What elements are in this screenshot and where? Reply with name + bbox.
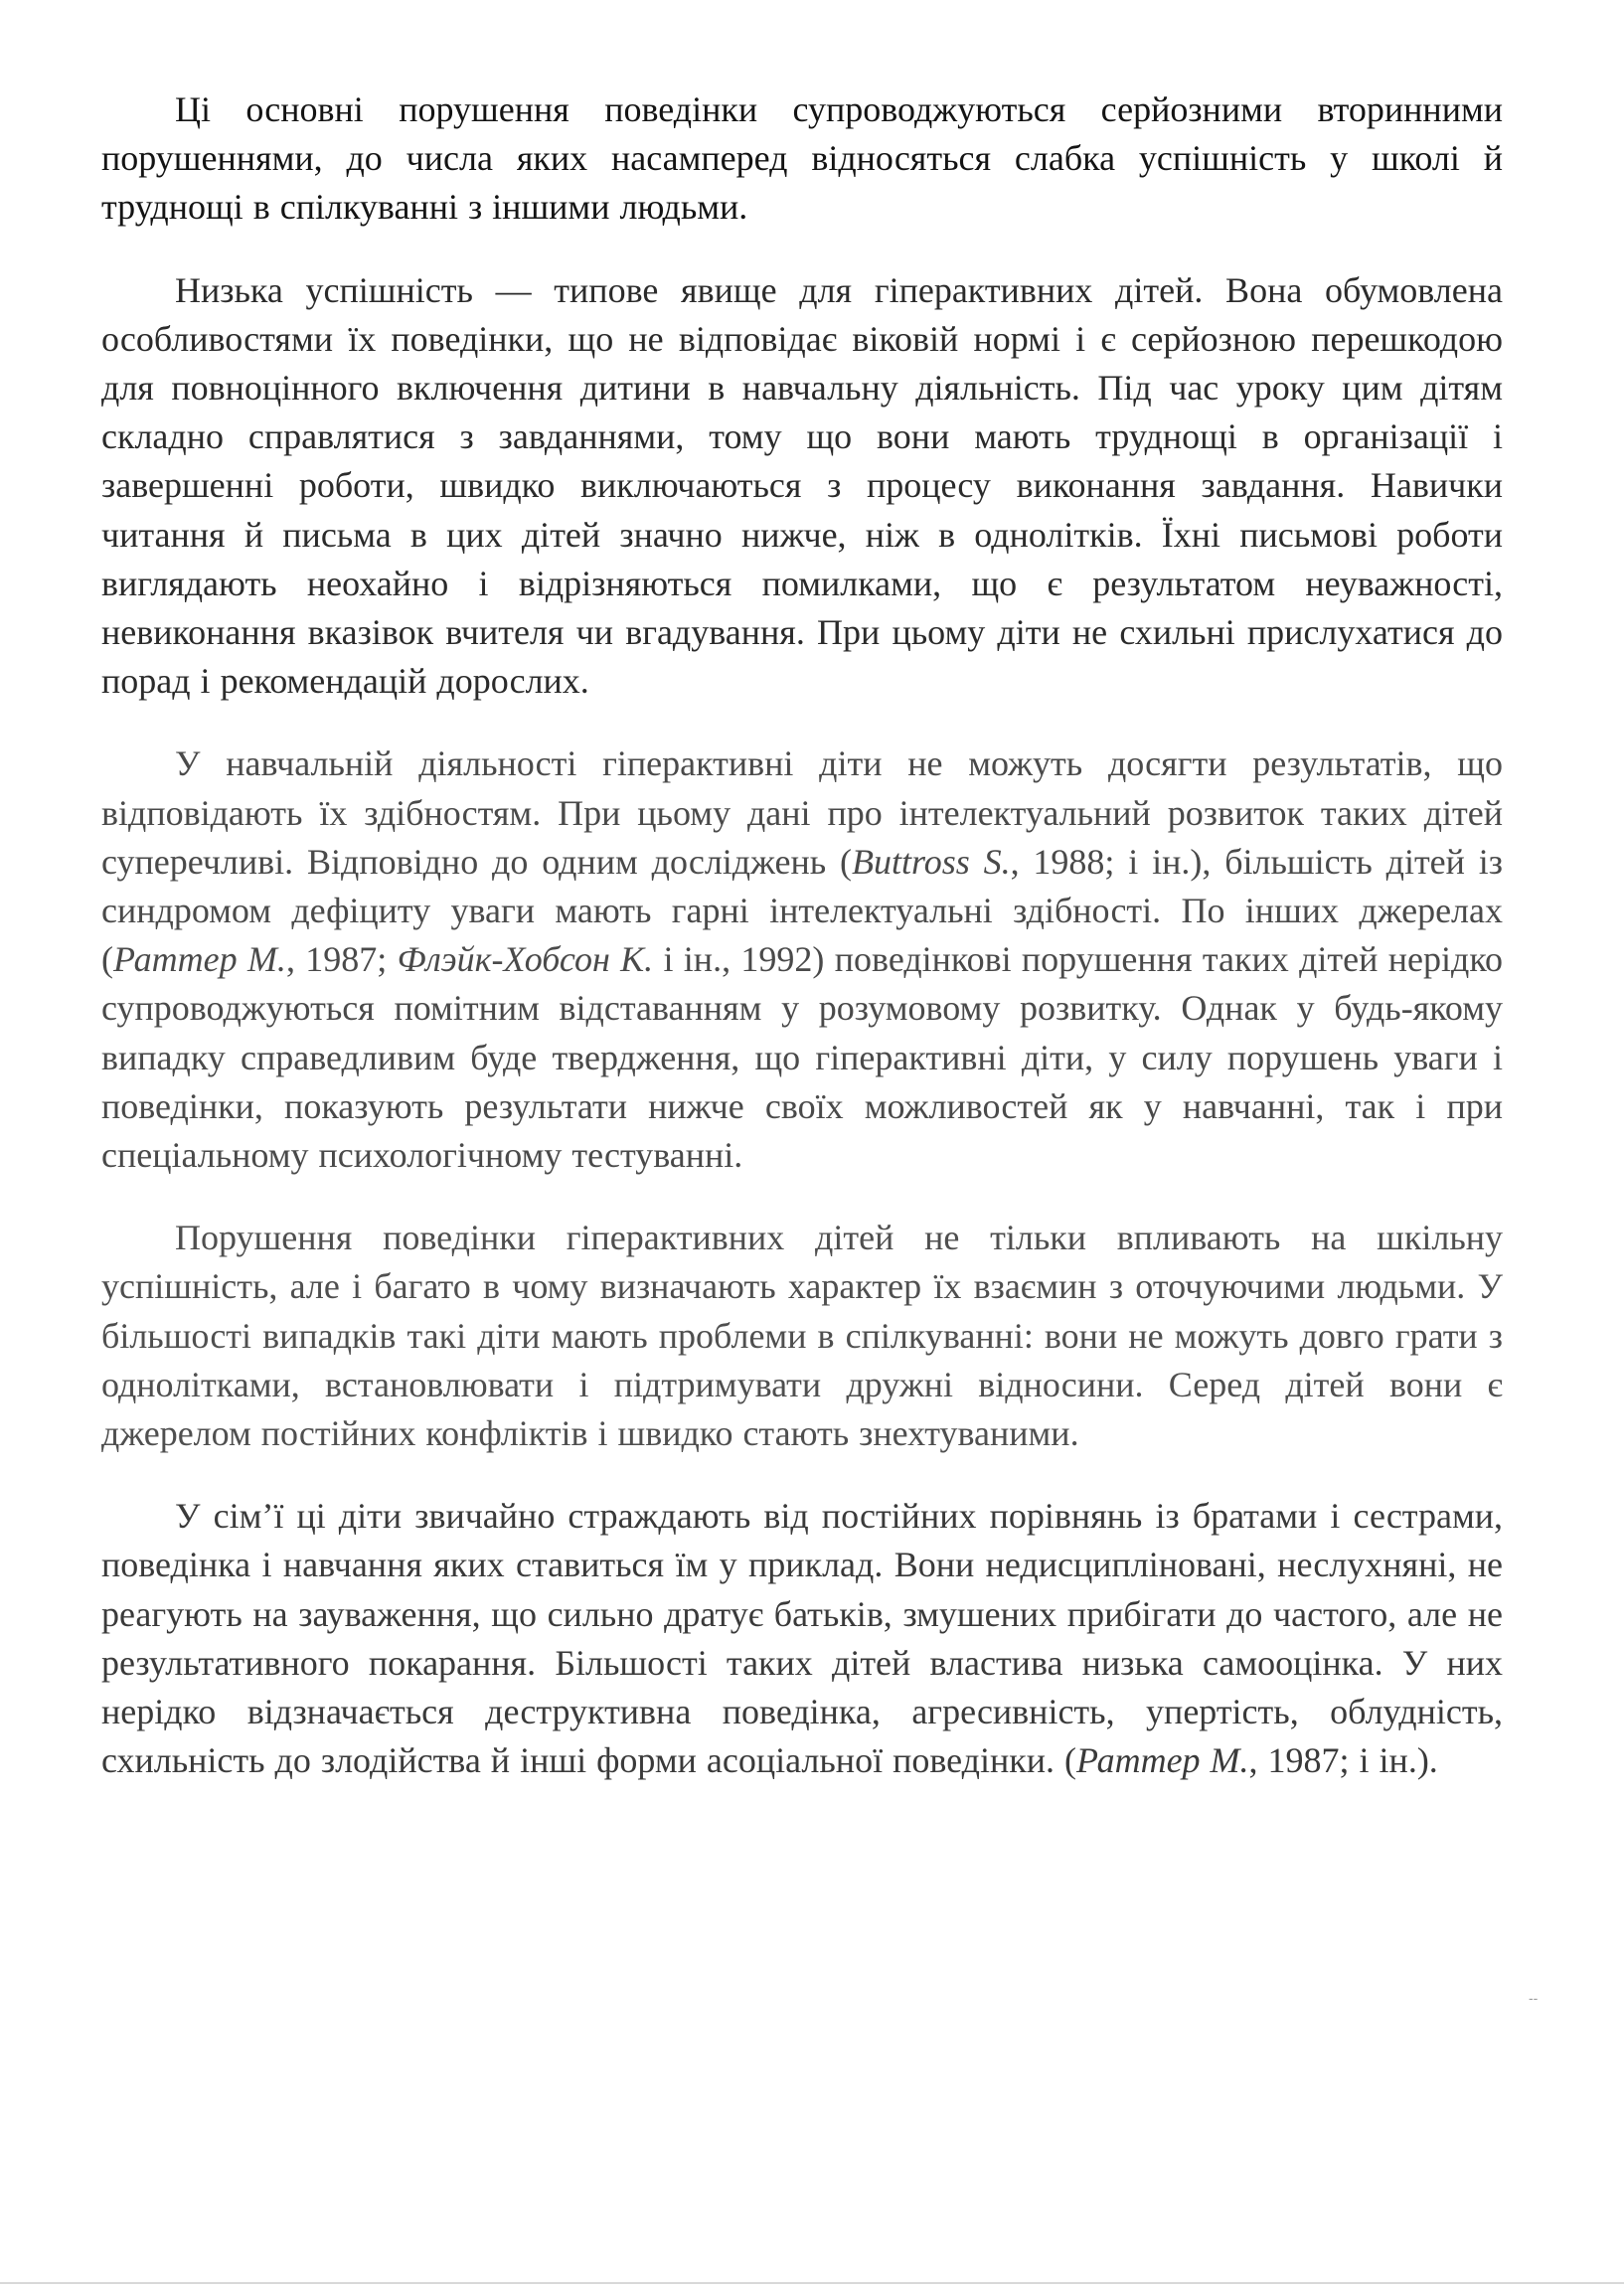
paragraph-learning-activity [101, 739, 1503, 1180]
citation-author: Раттер М. [1075, 1740, 1249, 1781]
citation-author: Раттер М. [113, 939, 286, 980]
paragraph-text-segment: У навчальній діяльності гіперактивні діти не можуть досягти результатів, що відповідають їх здібностям. При цьому дані про інтелектуальний розвиток таких дітей суперечливі. Відповідно до одним досліджень ( [101, 743, 1503, 882]
paragraph-text-segment: і ін., 1992) поведінкові порушення таких дітей нерідко супроводжуються помітним відставанням у розумовому розвитку. Однак у будь-якому випадку справедливим буде твердження, що гіперактивні діти, у силу порушень уваги і поведінки, показують результати нижче своїх можливостей як у навчанні, так і при спеціальному психологічному тестуванні. [101, 939, 1503, 1176]
scan-artifact-mark: -- [1529, 1990, 1539, 2006]
scan-edge-line [0, 2282, 1624, 2284]
paragraph-secondary-disorders: Ці основні порушення поведінки супроводжуються серйозними вторинними порушеннями, до числа яких насамперед відносяться слабка успішність у школі й труднощі в спілкуванні з іншими людьми. [101, 89, 1503, 228]
document-body [101, 85, 1503, 1820]
paragraph-text-segment: , 1988; і ін.), більшість дітей із синдромом дефіциту уваги мають гарні інтелектуальні здібності. По інших джерелах ( [101, 841, 1504, 980]
paragraph-text-segment: У сім’ї ці діти звичайно страждають від постійних порівнянь із братами і сестрами, поведінка і навчання яких ставиться їм у приклад. Вони недисципліновані, неслухняні, не реагують на зауваження, що сильно дратує батьків, змушених прибігати до частого, але не результативного покарання. Більшості таких дітей властива низька самооцінка. У них нерідко відзначається деструктивна поведінка, агресивність, упертість, облудність, схильність до злодійства й інші форми асоціальної поведінки. ( [101, 1496, 1503, 1781]
paragraph-social-relations: Порушення поведінки гіперактивних дітей не тільки впливають на шкільну успішність, але і багато в чому визначають характер їх взаємин з оточуючими людьми. У більшості випадків такі діти мають проблеми в спілкуванні: вони не можуть довго грати з однолітками, встановлювати і підтримувати дружні відносини. Серед дітей вони є джерелом постійних конфліктів і швидко стають знехтуваними. [101, 1218, 1503, 1454]
citation-author: Buttross S. [852, 841, 1011, 882]
paragraph-text-segment: , 1987; і ін.). [1248, 1740, 1438, 1781]
paragraph-family [101, 1492, 1503, 1785]
citation-author: Флэйк-Хобсон К. [397, 939, 654, 980]
paragraph-low-achievement: Низька успішність — типове явище для гіперактивних дітей. Вона обумовлена особливостями їх поведінки, що не відповідає віковій нормі і є серйозною перешкодою для повноцінного включення дитини в навчальну діяльність. Під час уроку цим дітям складно справлятися з завданнями, тому що вони мають труднощі в організації і завершенні роботи, швидко виключаються з процесу виконання завдання. Навички читання й письма в цих дітей значно нижче, ніж в однолітків. Їхні письмові роботи виглядають неохайно і відрізняються помилками, що є результатом неуважності, невиконання вказівок вчителя чи вгадування. При цьому діти не схильні прислухатися до порад і рекомендацій дорослих. [101, 269, 1503, 702]
paragraph-text-segment: , 1987; [285, 939, 398, 980]
